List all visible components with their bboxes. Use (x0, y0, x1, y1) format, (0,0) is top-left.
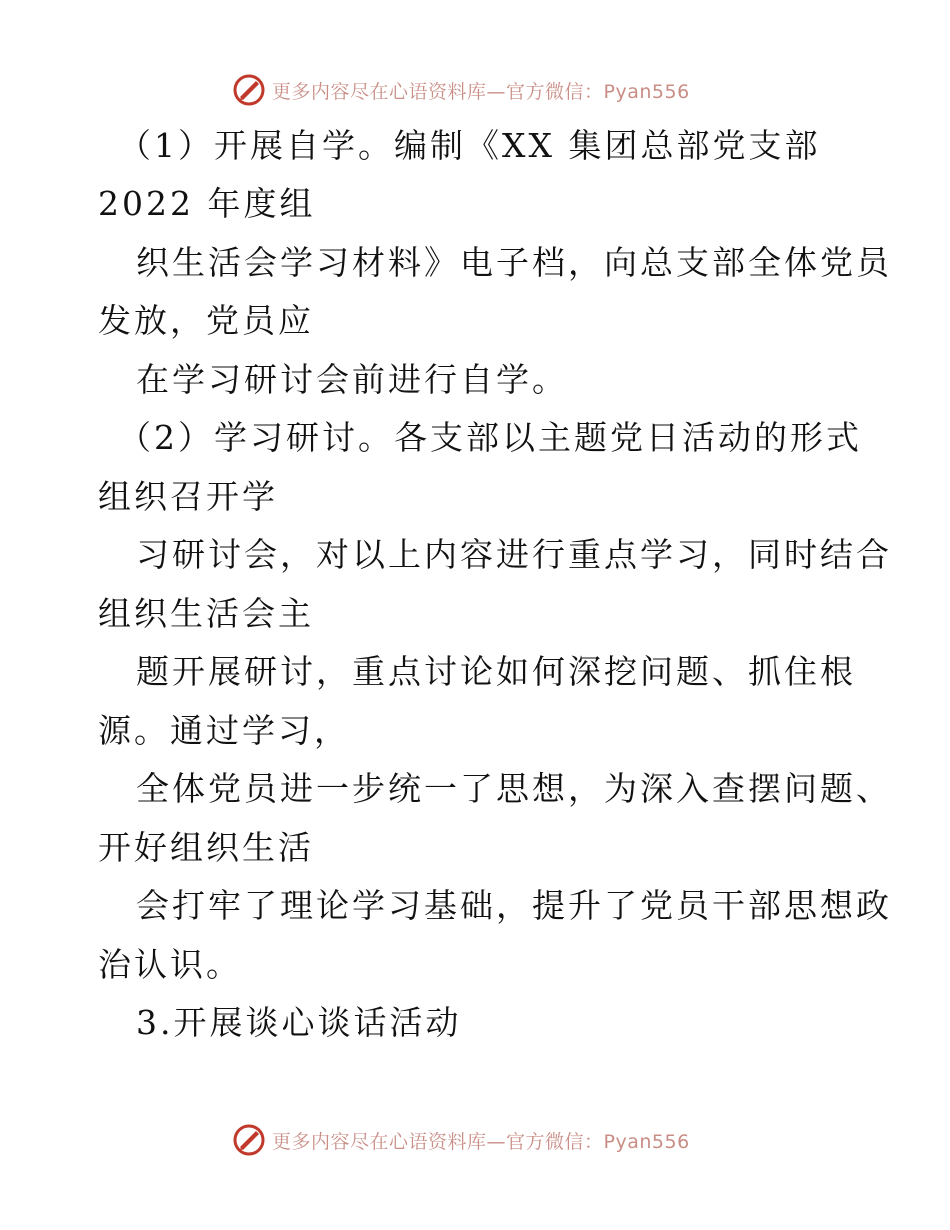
body-line: 3.开展谈心谈话活动 (136, 1003, 462, 1042)
body-line: 组织召开学 (98, 477, 278, 516)
body-line: 在学习研讨会前进行自学。 (136, 360, 568, 399)
body-line: 开好组织生活 (98, 828, 314, 867)
body-line: （2）学习研讨。各支部以主题党日活动的形式 (118, 418, 862, 457)
body-line: 全体党员进一步统一了思想，为深入查摆问题、 (136, 769, 892, 808)
watermark-logo-icon (232, 1123, 266, 1157)
watermark-text: 更多内容尽在心语资料库—官方微信：Pyan556 (272, 1130, 690, 1153)
watermark-text: 更多内容尽在心语资料库—官方微信：Pyan556 (272, 80, 690, 103)
body-line: 2022 年度组 (98, 184, 316, 223)
watermark-logo-icon (232, 73, 266, 107)
body-line: 组织生活会主 (98, 594, 314, 633)
body-line: 源。通过学习， (98, 711, 350, 750)
watermark-header (232, 72, 690, 108)
body-line: 治认识。 (98, 945, 242, 984)
body-line: （1）开展自学。编制《XX 集团总部党支部 (118, 126, 821, 165)
body-line: 织生活会学习材料》电子档，向总支部全体党员 (136, 243, 892, 282)
body-line: 题开展研讨，重点讨论如何深挖问题、抓住根 (136, 652, 856, 691)
watermark-footer (232, 1122, 690, 1158)
body-line: 习研讨会，对以上内容进行重点学习，同时结合 (136, 535, 892, 574)
body-line: 会打牢了理论学习基础，提升了党员干部思想政 (136, 886, 892, 925)
body-line: 发放，党员应 (98, 301, 314, 340)
